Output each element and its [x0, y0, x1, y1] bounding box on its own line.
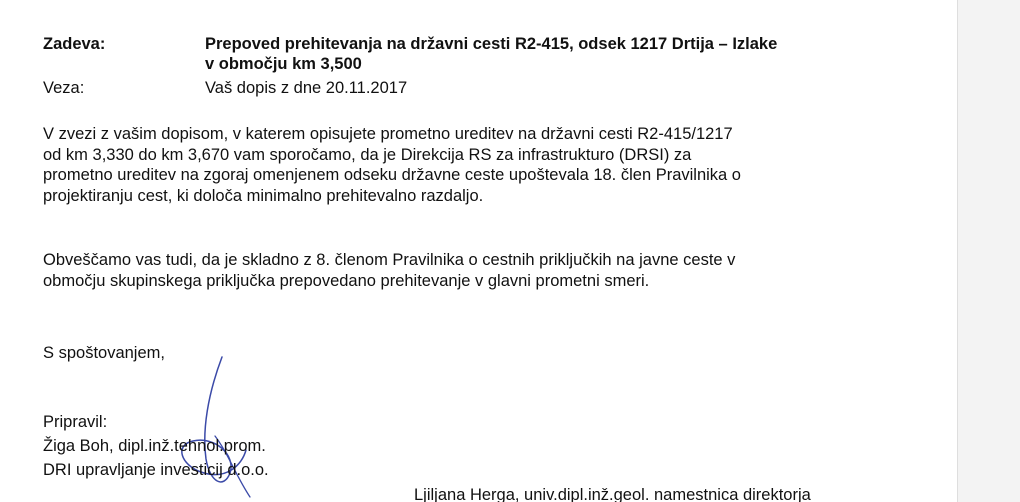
- closing-salutation: S spoštovanjem,: [43, 344, 165, 362]
- paragraph-1-line-4: projektiranju cest, ki določa minimalno prehitevalno razdaljo.: [43, 186, 484, 205]
- prepared-by-name: Žiga Boh, dipl.inž.tehnol.prom.: [43, 437, 266, 455]
- prepared-by-label: Pripravil:: [43, 413, 108, 431]
- body-paragraph-1: [43, 124, 933, 206]
- body-paragraph-2: [43, 250, 933, 291]
- page-edge-shadow: [957, 0, 1020, 502]
- signatory-line: Ljiljana Herga, univ.dipl.inž.geol. namestnica direktorja: [414, 486, 811, 502]
- reference-label: Veza:: [43, 79, 85, 97]
- subject-line-2: v območju km 3,500: [205, 55, 362, 73]
- paragraph-2-line-2: območju skupinskega priključka prepovedano prehitevanje v glavni prometni smeri.: [43, 271, 650, 290]
- prepared-by-organization: DRI upravljanje investicij d.o.o.: [43, 461, 269, 479]
- subject-label: Zadeva:: [43, 35, 106, 53]
- subject-value: [205, 34, 945, 74]
- paragraph-2-line-1: Obveščamo vas tudi, da je skladno z 8. členom Pravilnika o cestnih priključkih na javne ceste v: [43, 251, 736, 269]
- paragraph-1-line-3: prometno ureditev na zgoraj omenjenem odseku državne ceste upoštevala 18. člen Pravilnika o: [43, 166, 741, 184]
- paragraph-1-line-1: V zvezi z vašim dopisom, v katerem opisujete prometno ureditev na državni cesti R2-415/1217: [43, 125, 733, 143]
- paragraph-1-line-2: od km 3,330 do km 3,670 vam sporočamo, da je Direkcija RS za infrastrukturo (DRSI) za: [43, 145, 692, 164]
- subject-line-1: Prepoved prehitevanja na državni cesti R2-415, odsek 1217 Drtija – Izlake: [205, 35, 778, 53]
- reference-value: Vaš dopis z dne 20.11.2017: [205, 79, 408, 97]
